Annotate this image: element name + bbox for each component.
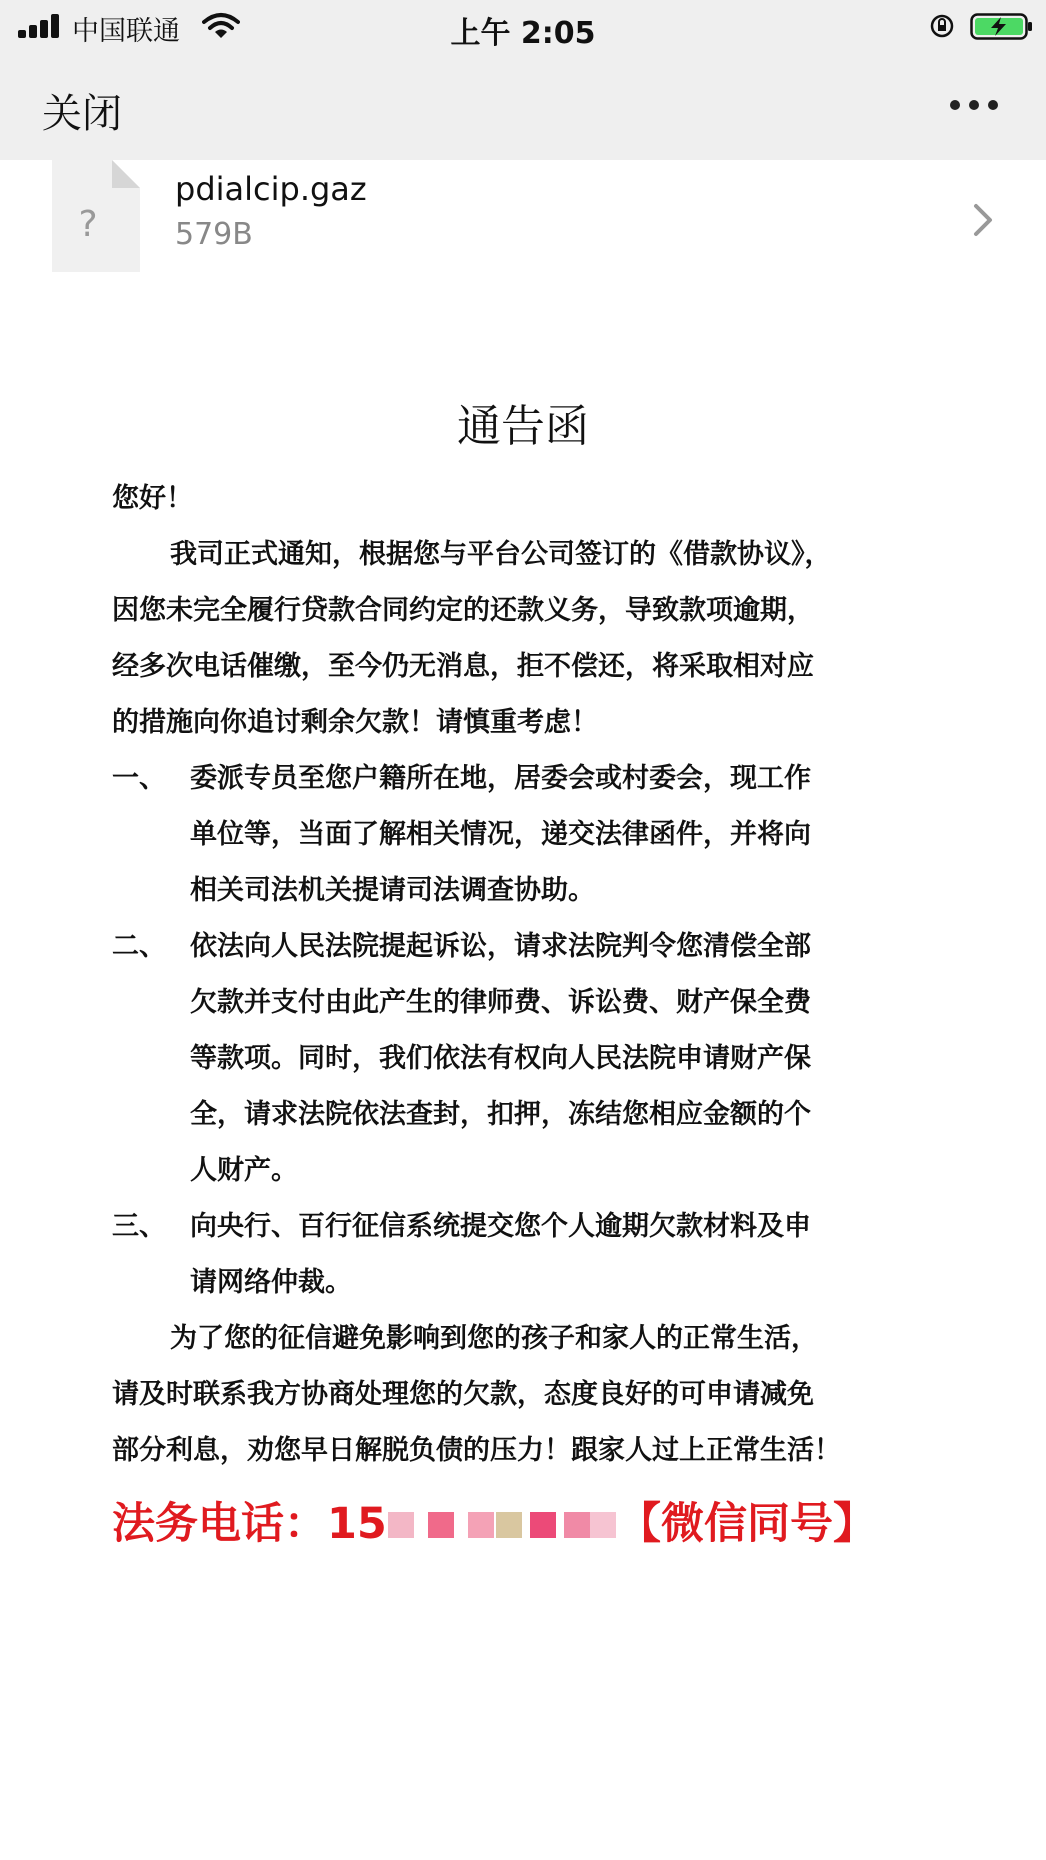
nav-bar xyxy=(0,52,1046,160)
list-item-line: 相关司法机关提请司法调查协助。 xyxy=(190,875,595,906)
list-item-line: 全，请求法院依法查封，扣押，冻结您相应金额的个 xyxy=(190,1099,811,1130)
status-bar xyxy=(0,0,1046,52)
file-icon-glyph: ? xyxy=(78,204,98,245)
list-item-line: 等款项。同时，我们依法有权向人民法院申请财产保 xyxy=(190,1043,811,1074)
list-item-line: 委派专员至您户籍所在地，居委会或村委会，现工作 xyxy=(190,763,811,794)
close-button[interactable]: 关闭 xyxy=(42,91,122,137)
unknown-file-icon xyxy=(52,160,140,272)
list-marker: 一、 xyxy=(112,763,166,794)
list-item-line: 依法向人民法院提起诉讼，请求法院判令您清偿全部 xyxy=(190,931,811,962)
paragraph-line: 为了您的征信避免影响到您的孩子和家人的正常生活， xyxy=(170,1323,818,1354)
list-item-line: 欠款并支付由此产生的律师费、诉讼费、财产保全费 xyxy=(190,987,811,1018)
file-header[interactable] xyxy=(0,160,1046,280)
list-item-line: 向央行、百行征信系统提交您个人逾期欠款材料及申 xyxy=(190,1211,811,1242)
file-size: 579B xyxy=(175,217,253,252)
paragraph-line: 因您未完全履行贷款合同约定的还款义务，导致款项逾期， xyxy=(112,595,814,626)
greeting: 您好！ xyxy=(112,483,193,514)
carrier-name: 中国联通 xyxy=(72,16,180,47)
paragraph-line: 请及时联系我方协商处理您的欠款，态度良好的可申请减免 xyxy=(112,1379,814,1410)
paragraph-line: 的措施向你追讨剩余欠款！请慎重考虑！ xyxy=(112,707,598,738)
paragraph-line: 我司正式通知，根据您与平台公司签订的《借款协议》， xyxy=(170,539,832,570)
list-marker: 三、 xyxy=(112,1211,166,1242)
file-name: pdialcip.gaz xyxy=(175,170,367,208)
paragraph-line: 部分利息，劝您早日解脱负债的压力！跟家人过上正常生活！ xyxy=(112,1435,841,1466)
redacted-phone-number xyxy=(380,1490,610,1550)
chevron-right-icon[interactable] xyxy=(972,202,994,238)
battery-icon xyxy=(970,13,1034,40)
list-marker: 二、 xyxy=(112,931,166,962)
contact-phone-label: 法务电话：15 xyxy=(112,1499,387,1549)
list-item-line: 请网络仲裁。 xyxy=(190,1267,352,1298)
status-time: 上午 2:05 xyxy=(450,16,596,51)
paragraph-line: 经多次电话催缴，至今仍无消息，拒不偿还，将采取相对应 xyxy=(112,651,814,682)
more-options-icon[interactable] xyxy=(950,90,1000,120)
orientation-lock-icon xyxy=(929,13,955,39)
document-title: 通告函 xyxy=(457,401,589,452)
list-item-line: 人财产。 xyxy=(190,1155,298,1186)
document-preview xyxy=(0,280,1046,1860)
wechat-note: 【微信同号】 xyxy=(618,1499,876,1549)
list-item-line: 单位等，当面了解相关情况，递交法律函件，并将向 xyxy=(190,819,811,850)
